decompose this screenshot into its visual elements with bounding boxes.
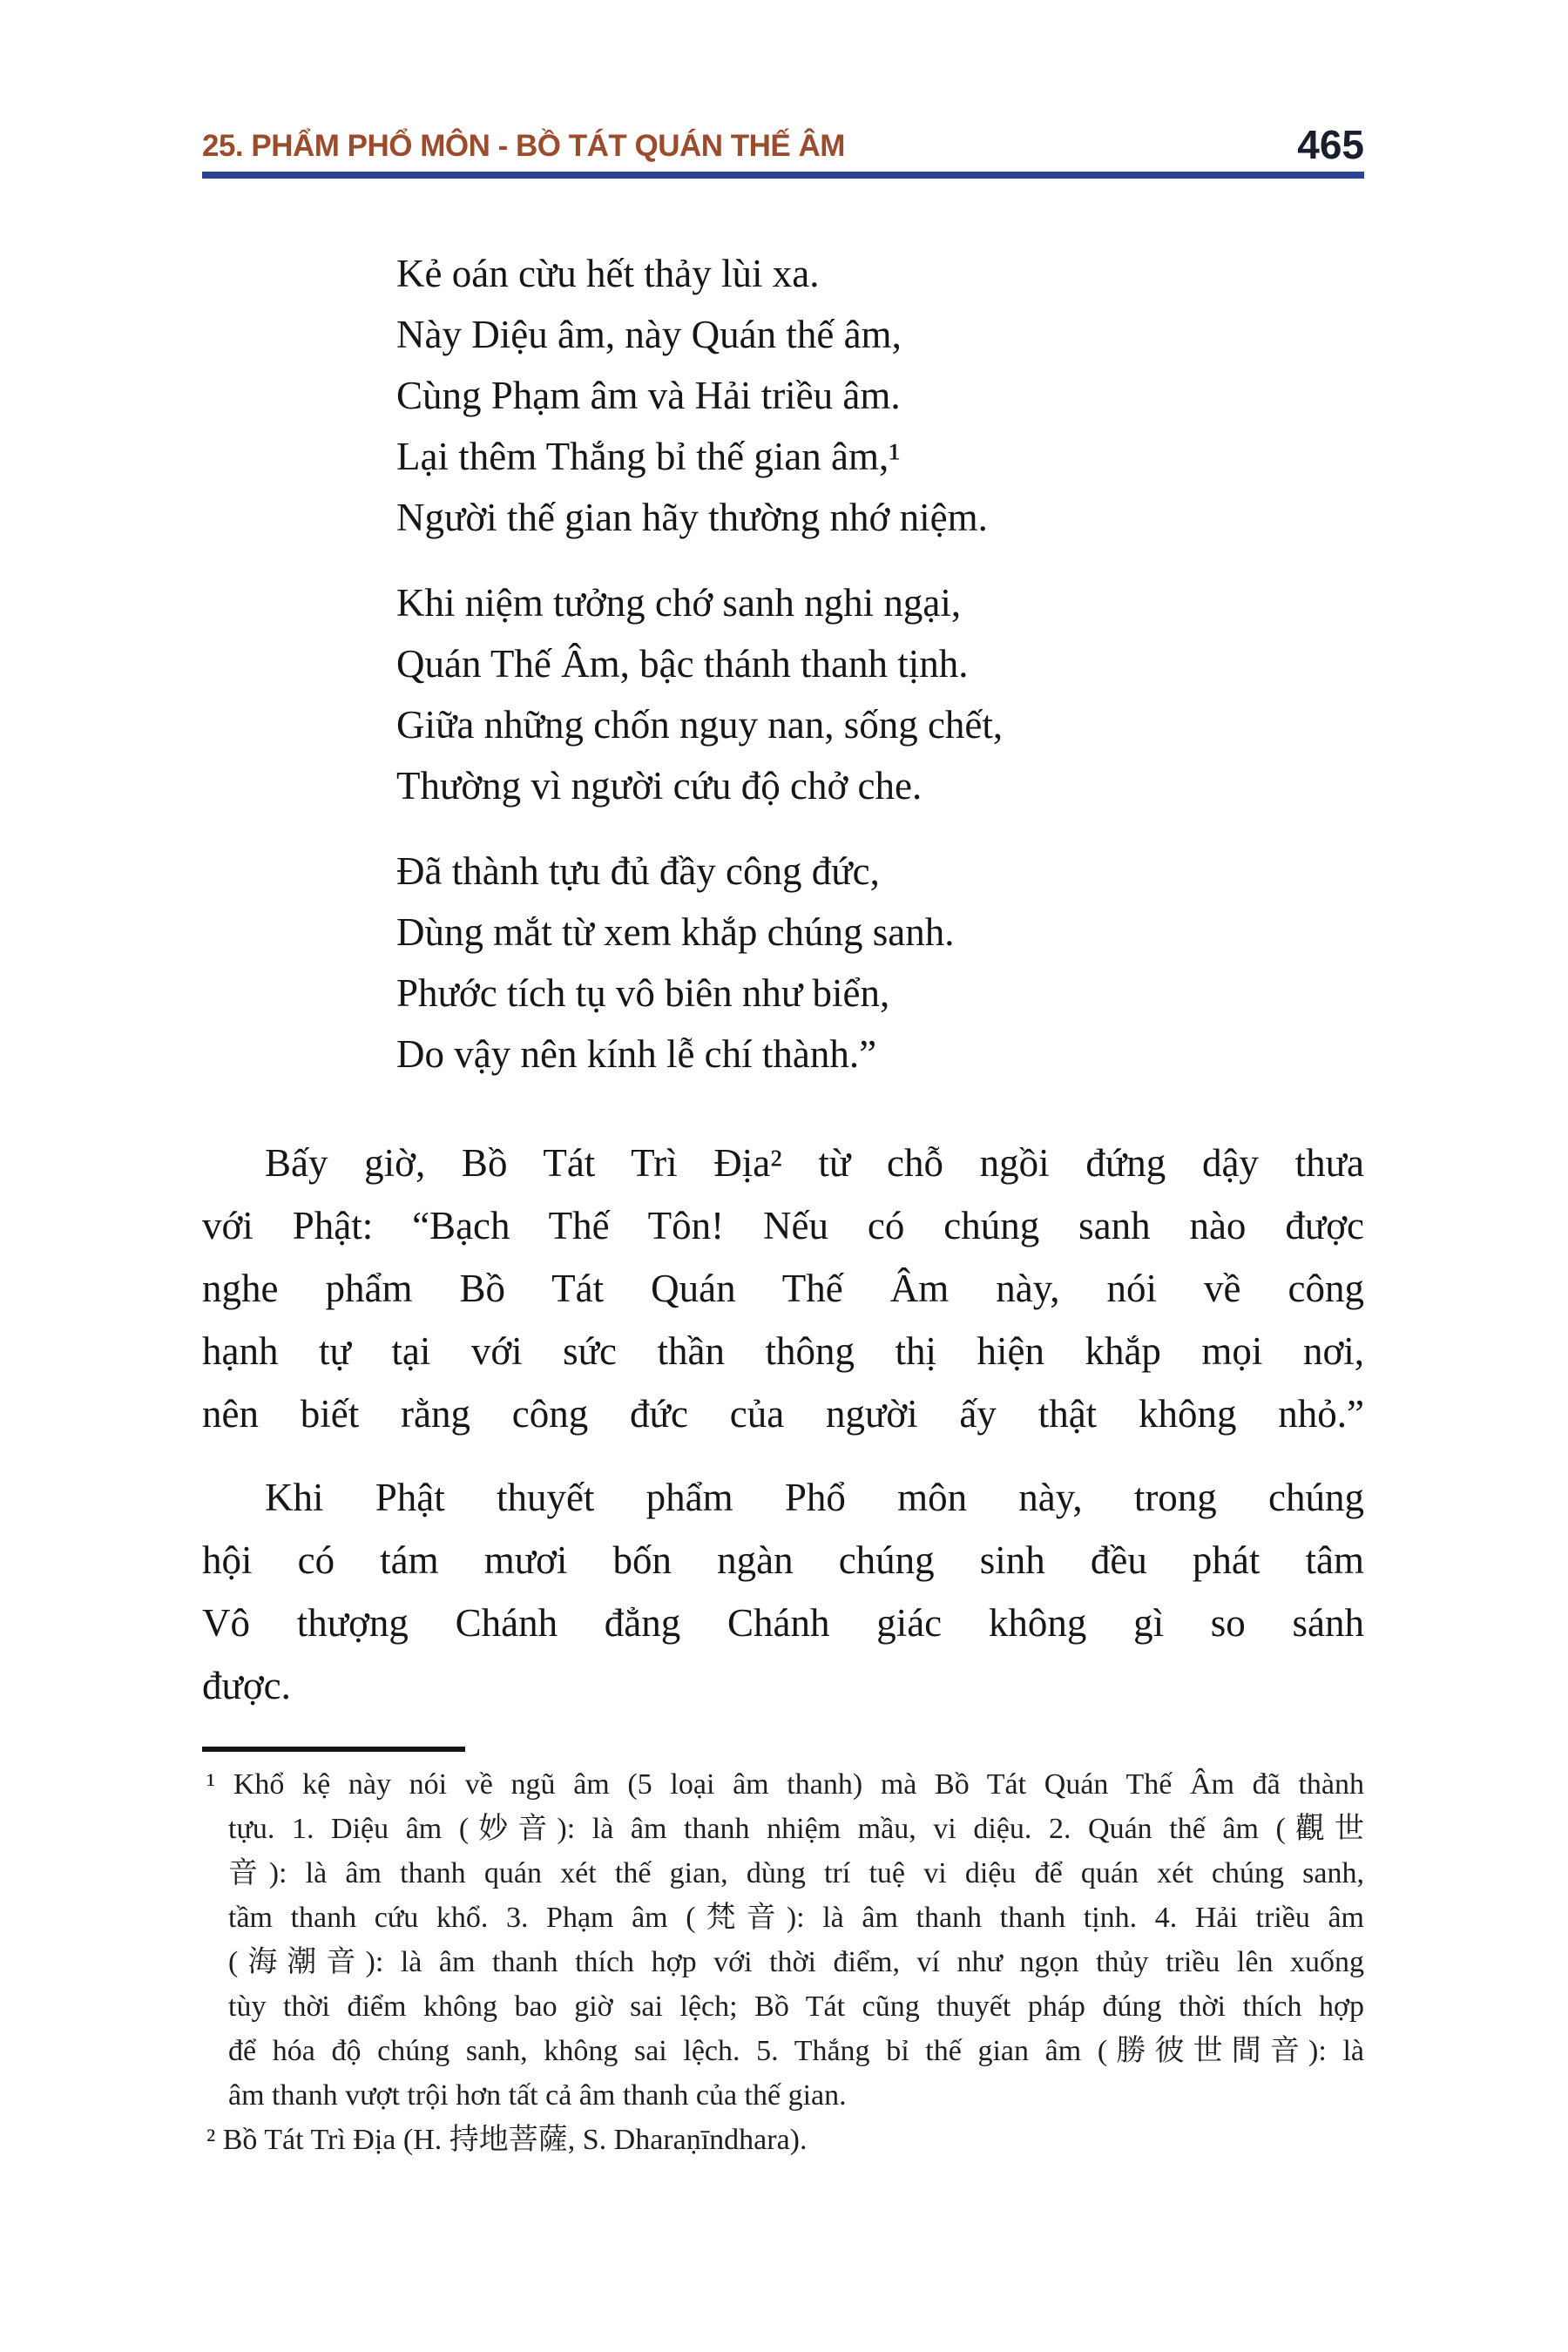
prose-line: với Phật: “Bạch Thế Tôn! Nếu có chúng sanh nào được [202, 1204, 1364, 1248]
footnote-line: ¹ Khổ kệ này nói về ngũ âm (5 loại âm thanh) mà Bồ Tát Quán Thế Âm đã thành [206, 1768, 1364, 1801]
footnote-line: tùy thời điểm không bao giờ sai lệch; Bồ Tát cũng thuyết pháp đúng thời thích hợp [228, 1990, 1364, 2024]
footnote-separator-rule [202, 1747, 465, 1752]
prose-section [202, 1132, 1364, 1717]
prose-paragraph [202, 1466, 1364, 1717]
footnote-line: âm thanh vượt trội hơn tất cả âm thanh của thế gian. [228, 2079, 847, 2112]
verse-stanza [396, 841, 1364, 1085]
verse-line: Giữa những chốn nguy nan, sống chết, [396, 703, 1004, 747]
footnote-line: ² Bồ Tát Trì Địa (H. 持地菩薩, S. Dharaṇīndhara). [206, 2124, 808, 2157]
prose-line: hội có tám mươi bốn ngàn chúng sinh đều phát tâm [202, 1538, 1364, 1583]
verse-line: Thường vì người cứu độ chở che. [396, 764, 923, 808]
verse-line: Do vậy nên kính lễ chí thành.” [396, 1032, 877, 1077]
prose-line: Vô thượng Chánh đẳng Chánh giác không gì so sánh [202, 1601, 1364, 1646]
verse-line: Lại thêm Thắng bỉ thế gian âm,¹ [396, 435, 901, 479]
footnote-item [202, 1762, 1364, 2118]
verse-section [396, 243, 1364, 1085]
verse-line: Kẻ oán cừu hết thảy lùi xa. [396, 252, 820, 296]
chapter-title: 25. PHẨM PHỔ MÔN - BỒ TÁT QUÁN THẾ ÂM [202, 128, 845, 163]
verse-line: Phước tích tụ vô biên như biển, [396, 971, 890, 1016]
prose-line: được. [202, 1664, 291, 1708]
verse-stanza [396, 572, 1364, 816]
footnote-line: để hóa độ chúng sanh, không sai lệch. 5. Thắng bỉ thế gian âm (勝彼世間音): là [228, 2035, 1364, 2068]
prose-line: nên biết rằng công đức của người ấy thật không nhỏ.” [202, 1392, 1364, 1436]
prose-line: hạnh tự tại với sức thần thông thị hiện khắp mọi nơi, [202, 1329, 1364, 1374]
verse-line: Khi niệm tưởng chớ sanh nghi ngại, [396, 581, 962, 625]
footnote-line: (海潮音): là âm thanh thích hợp với thời điểm, ví như ngọn thủy triều lên xuống [228, 1946, 1364, 1979]
prose-paragraph [202, 1132, 1364, 1445]
verse-line: Này Diệu âm, này Quán thế âm, [396, 313, 902, 357]
verse-line: Đã thành tựu đủ đầy công đức, [396, 849, 880, 894]
prose-line: Khi Phật thuyết phẩm Phổ môn này, trong chúng [265, 1476, 1364, 1520]
prose-line: Bấy giờ, Bồ Tát Trì Địa² từ chỗ ngồi đứng dậy thưa [265, 1141, 1364, 1186]
footnote-item [202, 2118, 1364, 2162]
text-block [202, 0, 1364, 2162]
running-header [202, 0, 1364, 167]
footnote-line: tựu. 1. Diệu âm (妙音): là âm thanh nhiệm mầu, vi diệu. 2. Quán thế âm (觀世 [228, 1813, 1364, 1846]
footnote-line: tầm thanh cứu khổ. 3. Phạm âm (梵音): là âm thanh thanh tịnh. 4. Hải triều âm [228, 1902, 1364, 1935]
verse-line: Dùng mắt từ xem khắp chúng sanh. [396, 910, 955, 955]
verse-line: Người thế gian hãy thường nhớ niệm. [396, 496, 988, 540]
prose-line: nghe phẩm Bồ Tát Quán Thế Âm này, nói về công [202, 1267, 1364, 1311]
verse-line: Quán Thế Âm, bậc thánh thanh tịnh. [396, 642, 969, 686]
footnote-line: 音): là âm thanh quán xét thế gian, dùng trí tuệ vi diệu để quán xét chúng sanh, [228, 1857, 1364, 1890]
verse-stanza [396, 243, 1364, 548]
verse-line: Cùng Phạm âm và Hải triều âm. [396, 374, 901, 418]
header-rule-divider [202, 172, 1364, 179]
page-number: 465 [1297, 122, 1364, 167]
footnotes-section [202, 1762, 1364, 2162]
